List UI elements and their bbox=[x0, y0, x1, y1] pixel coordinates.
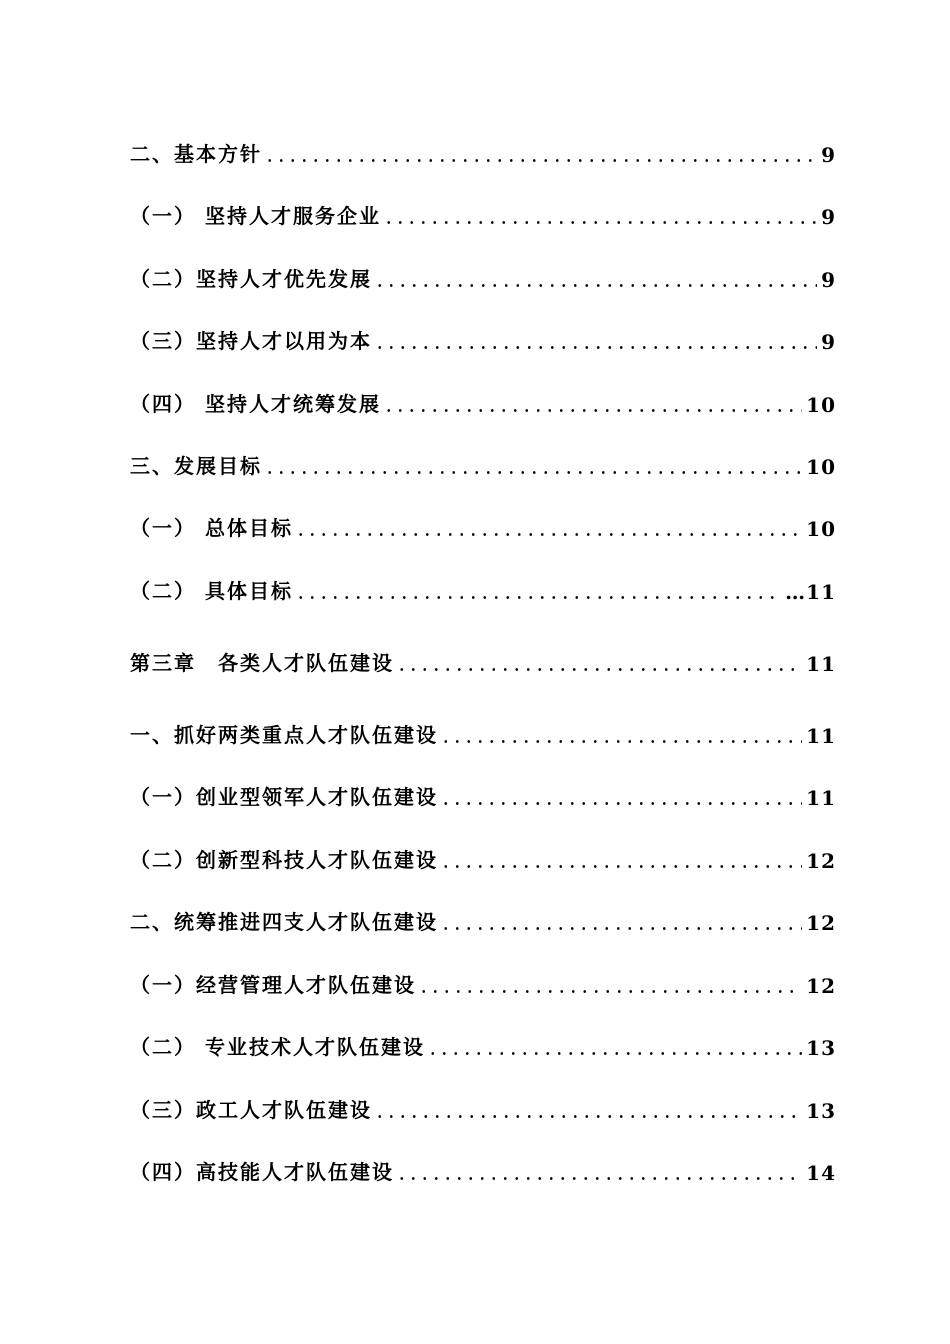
dot-leader bbox=[440, 740, 802, 743]
toc-entry[interactable] bbox=[130, 511, 836, 541]
dot-leader bbox=[396, 668, 802, 671]
toc-entry-page: 12 bbox=[806, 974, 836, 998]
dot-leader bbox=[440, 927, 802, 930]
toc-entry-page: …11 bbox=[785, 580, 836, 604]
toc-entry[interactable] bbox=[130, 843, 836, 873]
toc-entry[interactable] bbox=[130, 574, 836, 604]
toc-entry-title: （一）经营管理人才队伍建设 bbox=[130, 973, 416, 997]
toc-entry-page: 11 bbox=[806, 786, 836, 810]
dot-leader bbox=[374, 284, 817, 287]
toc-entry-title: 一、抓好两类重点人才队伍建设 bbox=[130, 723, 438, 747]
dot-leader bbox=[295, 533, 802, 536]
toc-entry[interactable] bbox=[130, 1030, 836, 1060]
toc-entry[interactable] bbox=[130, 646, 836, 676]
toc-entry[interactable] bbox=[130, 1155, 836, 1185]
toc-entry[interactable] bbox=[130, 199, 836, 229]
toc-entry-title: 二、基本方针 bbox=[130, 142, 262, 166]
toc-entry-title: （一）创业型领军人才队伍建设 bbox=[130, 785, 438, 809]
dot-leader bbox=[418, 990, 802, 993]
dot-leader bbox=[427, 1052, 802, 1055]
dot-leader bbox=[396, 1177, 802, 1180]
toc-entry-title: 二、统筹推进四支人才队伍建设 bbox=[130, 910, 438, 934]
dot-leader bbox=[374, 346, 817, 349]
toc-entry-title: （二）坚持人才优先发展 bbox=[130, 267, 372, 291]
toc-entry-page: 12 bbox=[806, 849, 836, 873]
toc-entry-page: 9 bbox=[821, 205, 836, 229]
toc-entry-title: （二）创新型科技人才队伍建设 bbox=[130, 848, 438, 872]
toc-entry[interactable] bbox=[130, 905, 836, 935]
dot-leader bbox=[383, 221, 817, 224]
toc-entry-page: 9 bbox=[821, 330, 836, 354]
toc-entry-page: 10 bbox=[806, 393, 836, 417]
toc-entry[interactable] bbox=[130, 968, 836, 998]
toc-entry[interactable] bbox=[130, 387, 836, 417]
toc-entry-title: 三、发展目标 bbox=[130, 454, 262, 478]
toc-entry-title: （二） 专业技术人才队伍建设 bbox=[130, 1035, 425, 1059]
toc-entry-title: 第三章 各类人才队伍建设 bbox=[130, 651, 394, 675]
toc-entry[interactable] bbox=[130, 324, 836, 354]
toc-entry-title: （三）政工人才队伍建设 bbox=[130, 1098, 372, 1122]
toc-entry-title: （四）高技能人才队伍建设 bbox=[130, 1160, 394, 1184]
dot-leader bbox=[440, 865, 802, 868]
toc-entry[interactable] bbox=[130, 780, 836, 810]
toc-entry-page: 14 bbox=[806, 1161, 836, 1185]
toc-entry-page: 13 bbox=[806, 1099, 836, 1123]
toc-entry-title: （四） 坚持人才统筹发展 bbox=[130, 392, 381, 416]
toc-entry-title: （一） 坚持人才服务企业 bbox=[130, 204, 381, 228]
toc-entry[interactable] bbox=[130, 718, 836, 748]
dot-leader bbox=[383, 409, 802, 412]
toc-entry[interactable] bbox=[130, 449, 836, 479]
toc-entry-title: （二） 具体目标 bbox=[130, 579, 293, 603]
toc-entry-page: 13 bbox=[806, 1036, 836, 1060]
dot-leader bbox=[440, 802, 802, 805]
toc-entry-page: 12 bbox=[806, 911, 836, 935]
toc-entry-page: 11 bbox=[806, 652, 836, 676]
toc-entry-page: 11 bbox=[806, 724, 836, 748]
dot-leader bbox=[264, 159, 817, 162]
toc-entry[interactable] bbox=[130, 1093, 836, 1123]
toc-entry-page: 10 bbox=[806, 455, 836, 479]
toc-entry-page: 9 bbox=[821, 143, 836, 167]
dot-leader bbox=[295, 596, 781, 599]
toc-entry-page: 10 bbox=[806, 517, 836, 541]
toc-entry-title: （三）坚持人才以用为本 bbox=[130, 329, 372, 353]
dot-leader bbox=[374, 1115, 802, 1118]
dot-leader bbox=[264, 471, 802, 474]
toc-entry[interactable] bbox=[130, 137, 836, 167]
toc-entry-page: 9 bbox=[821, 268, 836, 292]
toc-entry-title: （一） 总体目标 bbox=[130, 516, 293, 540]
toc-entry[interactable] bbox=[130, 262, 836, 292]
